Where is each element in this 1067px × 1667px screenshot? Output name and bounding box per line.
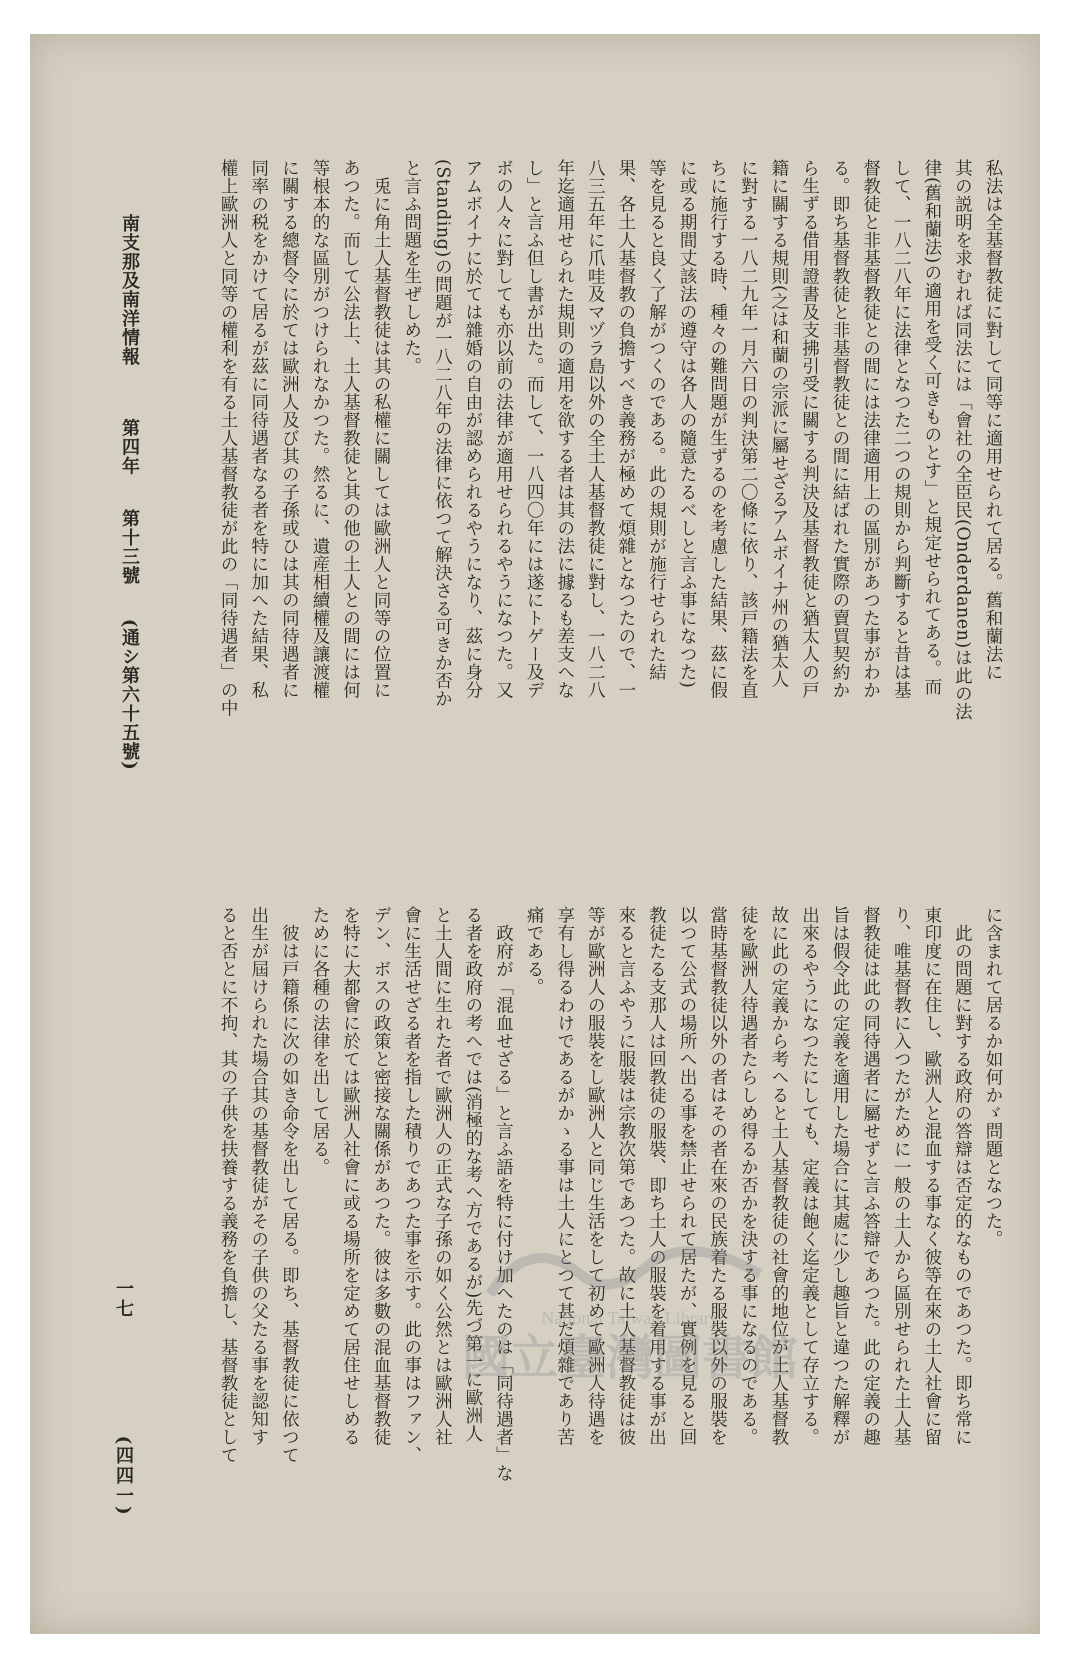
- text-column: 出生が屆けられた場合其の基督教徒がその子供の父たる事を認知す: [248, 906, 269, 1446]
- text-column: 等が歐洲人の服裝をし歐洲人と同じ生活をして初めて歐洲人待遇を: [585, 906, 606, 1446]
- page-number-global: (四四一): [113, 1435, 134, 1517]
- body-text-top: [218, 159, 1008, 864]
- text-column: 等を見ると良く了解がつくのである。此の規則が施行せられた結: [646, 159, 667, 681]
- text-column: 故に此の定義から考へると土人基督教徒の社會的地位が土人基督教: [768, 906, 789, 1446]
- text-column: 旨は假令此の定義を適用した場合に其處に少し趣旨と違つた解釋が: [830, 906, 851, 1446]
- text-column: 權上歐洲人と同等の權利を有る土人基督教徒が此の「同待遇者」の中: [218, 159, 239, 717]
- text-column: る者を政府の考へでは(消極的な考へ方であるが)先づ第一に歐洲人: [462, 906, 483, 1443]
- text-column: 律(舊和蘭法)の適用を受く可きものとす」と規定せられてある。而: [921, 159, 942, 696]
- watermark-text: 國立臺灣圖書館: [461, 1332, 799, 1385]
- text-column: 來ると言ふやうに服裝は宗教次第であつた。故に土人基督教徒は彼: [615, 906, 636, 1446]
- text-column: し」と言ふ但し書が出た。而して、一八四〇年には遂にトゲー及デ: [524, 159, 545, 699]
- text-column: 出來るやうになつたにしても、定義は飽く迄定義として存立する。: [799, 906, 820, 1446]
- document-page: [30, 34, 1040, 1634]
- text-column: 等根本的な區別がつけられなかつた。然るに、遺産相續權及讓渡權: [309, 159, 330, 699]
- text-column: 籍に關する規則(之は和蘭の宗派に屬せざるアムボイナ州の猶太人: [768, 159, 789, 689]
- text-column: デン、ボスの政策と密接な關係があつた。彼は多數の混血基督教徒: [371, 906, 392, 1446]
- volume-label: 第四年: [119, 418, 140, 476]
- text-column: 痛である。: [524, 906, 545, 996]
- text-column: 私法は全基督教徒に對して同等に適用せられて居る。舊和蘭法に: [983, 159, 1003, 681]
- text-column: 同率の税をかけて居るが茲に同待遇者なる者を特に加へた結果、私: [248, 159, 269, 699]
- text-column: 教徒たる支那人は回教徒の服裝、即ち土人の服裝を着用する事が出: [646, 906, 667, 1446]
- text-column: 兎に角土人基督教徒は其の私權に關しては歐洲人と同等の位置に: [371, 159, 392, 699]
- text-column: ると否とに不拘、其の子供を扶養する義務を負擔し、基督教徒として: [218, 906, 239, 1464]
- text-column: 彼は戸籍係に次の如き命令を出して居る。即ち、基督教徒に依つて: [279, 906, 300, 1464]
- text-column: 督教徒は此の同待遇者に屬せずと言ふ答辯であつた。此の定義の趣: [860, 906, 881, 1446]
- text-column: 年迄適用せられた規則の適用を欲する者は其の法に據るも差支へな: [554, 159, 575, 699]
- library-watermark: [460, 1224, 800, 1454]
- text-column: 徒を歐洲人待遇者たらしめ得るか否かを決する事になるのである。: [738, 906, 759, 1446]
- text-column: 此の問題に對する政府の答辯は否定的なものであつた。即ち常に: [952, 906, 973, 1446]
- page-number-local: 一七: [113, 1279, 134, 1319]
- text-column: 督教徒と非基督教徒との間には法律適用上の區別があつた事がわか: [860, 159, 881, 699]
- text-column: る。即ち基督教徒と非基督教徒との間に結ばれた實際の賣買契約か: [830, 159, 851, 699]
- text-column: (Standing)の問題が一八二八年の法律に依つて解決さる可きか否か: [432, 159, 453, 708]
- text-column: を特に大都會に於ては歐洲人社會に或る場所を定めて居住せしめる: [340, 906, 361, 1446]
- issue-label: 第十三號: [119, 509, 140, 586]
- text-column: と土人間に生れた者で歐洲人の正式な子孫の如く公然とは歐洲人社: [432, 906, 453, 1446]
- text-column: して、一八二八年に法律となつた二つの規則から判斷すると昔は基: [891, 159, 912, 699]
- text-column: あつた。而して公法上、土人基督教徒と其の他の土人との間には何: [340, 159, 361, 699]
- text-column: 東印度に在住し、歐洲人と混血する事なく彼等在來の土人社會に留: [921, 906, 942, 1446]
- text-column: ボの人々に對しても亦以前の法律が適用せられるやうになつた。又: [493, 159, 514, 699]
- text-column: り、唯基督教に入つたがために一般の土人から區別せられた土人基: [891, 906, 912, 1446]
- text-column: に或る期間丈該法の遵守は各人の隨意たるべしと言ふ事になつた): [677, 159, 698, 689]
- text-column: 會に生活せざる者を指した積りであつた事を示す。此の事はファン、: [401, 906, 422, 1464]
- watermark-subtext: National Taiwan Library: [541, 1308, 719, 1328]
- text-column: に含まれて居るか如何かゞ問題となつた。: [983, 906, 1003, 1248]
- cumulative-issue-label: (通シ第六十五號): [119, 618, 140, 771]
- text-column: 當時基督教徒以外の者はその者在來の民族着たる服裝以外の服裝を: [707, 906, 728, 1446]
- text-column: 以つて公式の場所へ出る事を禁止せられて居たが、實例を見ると回: [677, 906, 698, 1446]
- text-column: 政府が「混血せざる」と言ふ語を特に付け加へたのは「同待遇者」な: [493, 906, 514, 1482]
- text-column: に關する總督令に於ては歐洲人及び其の子孫或ひは其の同待遇者に: [279, 159, 300, 699]
- page-numbers: [96, 1279, 136, 1579]
- publication-title: 南支那及南洋情報: [119, 214, 140, 366]
- text-column: 享有し得るわけであるがかゝる事は土人にとつて甚だ煩雜であり苦: [554, 906, 575, 1446]
- text-column: 果、各土人基督教の負擔すべき義務が極めて煩雜となつたので、一: [615, 159, 636, 699]
- text-column: 其の説明を求むれば同法には「會社の全臣民(Onderdanen)は此の法: [952, 159, 973, 721]
- text-column: と言ふ問題を生ぜしめた。: [401, 159, 422, 375]
- text-column: ら生ずる借用證書及支拂引受に關する判決及基督教徒と猶太人の戸: [799, 159, 820, 699]
- text-column: 八三五年に爪哇及マヅラ島以外の全土人基督教徒に對し、一八二八: [585, 159, 606, 699]
- text-column: ちに施行する時、種々の難問題が生ずるのを考慮した結果、茲に假: [707, 159, 728, 699]
- running-header: [108, 214, 142, 854]
- text-column: アムボイナに於ては雜婚の自由が認められるやうになり、茲に身分: [462, 159, 483, 699]
- text-column: に對する一八二九年一月六日の判決第二〇條に依り、該戸籍法を直: [738, 159, 759, 699]
- text-column: ために各種の法律を出して居る。: [309, 906, 330, 1176]
